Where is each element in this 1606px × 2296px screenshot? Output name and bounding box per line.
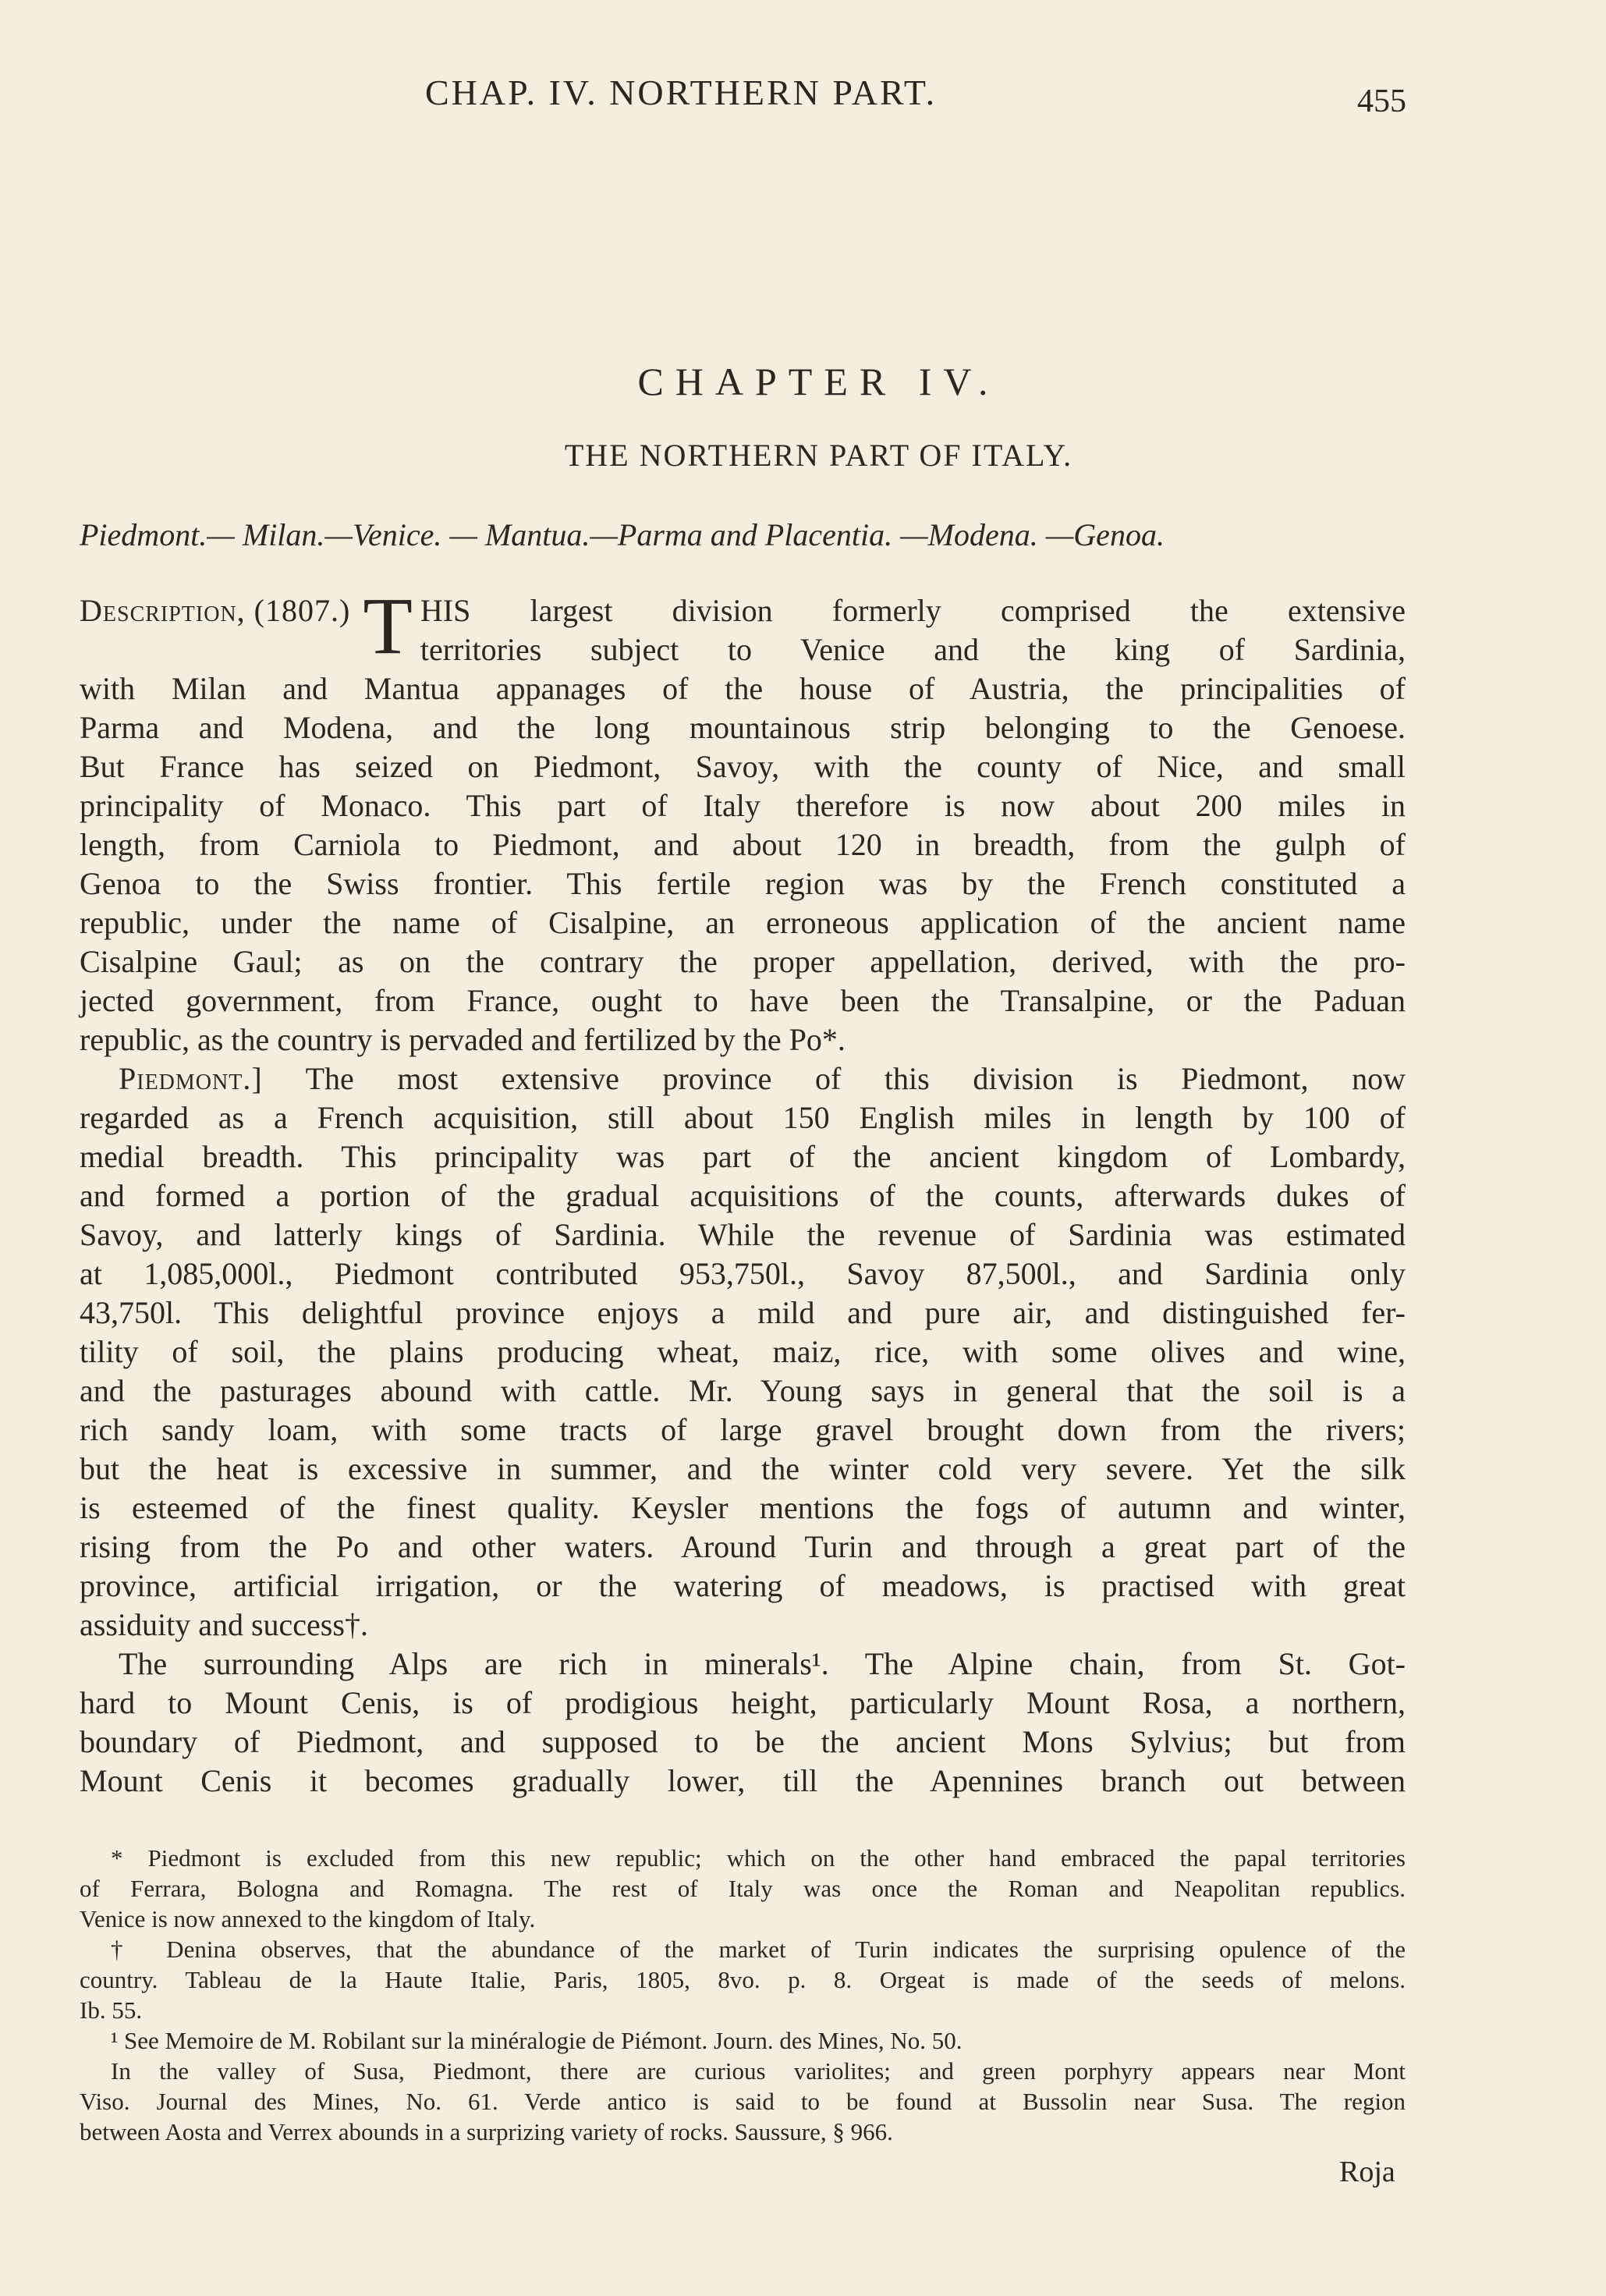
margin-heading-description: Description, (1807.) — [80, 593, 351, 628]
drop-cap: T — [363, 581, 413, 671]
text-line: length, from Carniola to Piedmont, and about 120 in breadth, from the gulph of — [80, 827, 1406, 862]
text-line: with Milan and Mantua appanages of the house of Austria, the principalities of — [80, 671, 1406, 706]
text-line: HIS largest division formerly comprised the extensive — [420, 593, 1406, 628]
margin-heading-piedmont: Piedmont.] — [119, 1061, 263, 1096]
text-line: Cisalpine Gaul; as on the contrary the proper appellation, derived, with the pro- — [80, 944, 1406, 979]
chapter-contents: Piedmont.— Milan.—Venice. — Mantua.—Parma and Placentia. —Modena. —Genoa. — [80, 517, 1165, 552]
text-line: But France has seized on Piedmont, Savoy, with the county of Nice, and small — [80, 749, 1406, 784]
footnote-line: † Denina observes, that the abundance of the market of Turin indicates the surprising opulence of the — [111, 1936, 1406, 1963]
footnote-line: Ib. 55. — [80, 1996, 143, 2024]
footnote-line: between Aosta and Verrex abounds in a surprizing variety of rocks. Saussure, § 966. — [80, 2118, 893, 2145]
running-title: CHAP. IV. NORTHERN PART. — [425, 73, 938, 112]
text-line: republic, as the country is pervaded and fertilized by the Po*. — [80, 1022, 846, 1057]
text-line: jected government, from France, ought to have been the Transalpine, or the Paduan — [80, 983, 1406, 1018]
text-line: hard to Mount Cenis, is of prodigious height, particularly Mount Rosa, a northern, — [80, 1685, 1406, 1720]
chapter-subtitle: THE NORTHERN PART OF ITALY. — [564, 438, 1073, 473]
text-line: Parma and Modena, and the long mountainous strip belonging to the Genoese. — [80, 710, 1406, 745]
page-number: 455 — [1357, 83, 1406, 119]
text-line: is esteemed of the finest quality. Keysler mentions the fogs of autumn and winter, — [80, 1490, 1406, 1525]
text-line: rich sandy loam, with some tracts of large gravel brought down from the rivers; — [80, 1412, 1406, 1447]
paragraph-description — [80, 581, 1406, 671]
footnotes — [80, 1843, 1406, 2147]
text-line: republic, under the name of Cisalpine, an erroneous application of the ancient name — [80, 905, 1406, 940]
footnote-line: ¹ See Memoire de M. Robilant sur la minéralogie de Piémont. Journ. des Mines, No. 50. — [111, 2027, 963, 2054]
text-line: Savoy, and latterly kings of Sardinia. While the revenue of Sardinia was estimated — [80, 1217, 1406, 1252]
chapter-title: CHAPTER IV. — [637, 360, 1000, 403]
catchword: Roja — [1339, 2156, 1395, 2188]
text-line: and the pasturages abound with cattle. Mr. Young says in general that the soil is a — [80, 1373, 1406, 1408]
footnote-line: Venice is now annexed to the kingdom of Italy. — [80, 1905, 536, 1932]
text-line: Piedmont.] The most extensive province of this division is Piedmont, now — [119, 1061, 1406, 1096]
text-line: The surrounding Alps are rich in minerals¹. The Alpine chain, from St. Got- — [119, 1646, 1406, 1681]
footnote-line: * Piedmont is excluded from this new republic; which on the other hand embraced the papal territories — [111, 1844, 1406, 1872]
text-line: tility of soil, the plains producing wheat, maiz, rice, with some olives and wine, — [80, 1334, 1406, 1369]
footnote-line: country. Tableau de la Haute Italie, Paris, 1805, 8vo. p. 8. Orgeat is made of the seeds of melons. — [80, 1966, 1406, 1993]
text-line: assiduity and success†. — [80, 1607, 368, 1642]
footnote-line: Viso. Journal des Mines, No. 61. Verde antico is said to be found at Bussolin near Susa. The region — [80, 2088, 1406, 2115]
text-line: medial breadth. This principality was part of the ancient kingdom of Lombardy, — [80, 1139, 1406, 1174]
text-line: province, artificial irrigation, or the watering of meadows, is practised with great — [80, 1568, 1406, 1603]
text-line: 43,750l. This delightful province enjoys a mild and pure air, and distinguished fer- — [80, 1295, 1406, 1330]
text-line: at 1,085,000l., Piedmont contributed 953,750l., Savoy 87,500l., and Sardinia only — [80, 1256, 1406, 1291]
text-line: territories subject to Venice and the king of Sardinia, — [420, 632, 1406, 667]
text-line: principality of Monaco. This part of Italy therefore is now about 200 miles in — [80, 788, 1406, 823]
text-line: Genoa to the Swiss frontier. This fertile region was by the French constituted a — [80, 866, 1406, 901]
main-text — [80, 581, 1406, 1801]
text-line: regarded as a French acquisition, still about 150 English miles in length by 100 of — [80, 1100, 1406, 1135]
footnote-line: In the valley of Susa, Piedmont, there are curious variolites; and green porphyry appears near Mont — [111, 2057, 1406, 2085]
text-line: and formed a portion of the gradual acquisitions of the counts, afterwards dukes of — [80, 1178, 1406, 1213]
text-line: boundary of Piedmont, and supposed to be the ancient Mons Sylvius; but from — [80, 1724, 1406, 1759]
text-line: but the heat is excessive in summer, and the winter cold very severe. Yet the silk — [80, 1451, 1406, 1486]
text-line: rising from the Po and other waters. Around Turin and through a great part of the — [80, 1529, 1406, 1564]
footnote-line: of Ferrara, Bologna and Romagna. The rest of Italy was once the Roman and Neapolitan republics. — [80, 1875, 1406, 1902]
text-line: Mount Cenis it becomes gradually lower, till the Apennines branch out between — [80, 1763, 1406, 1798]
